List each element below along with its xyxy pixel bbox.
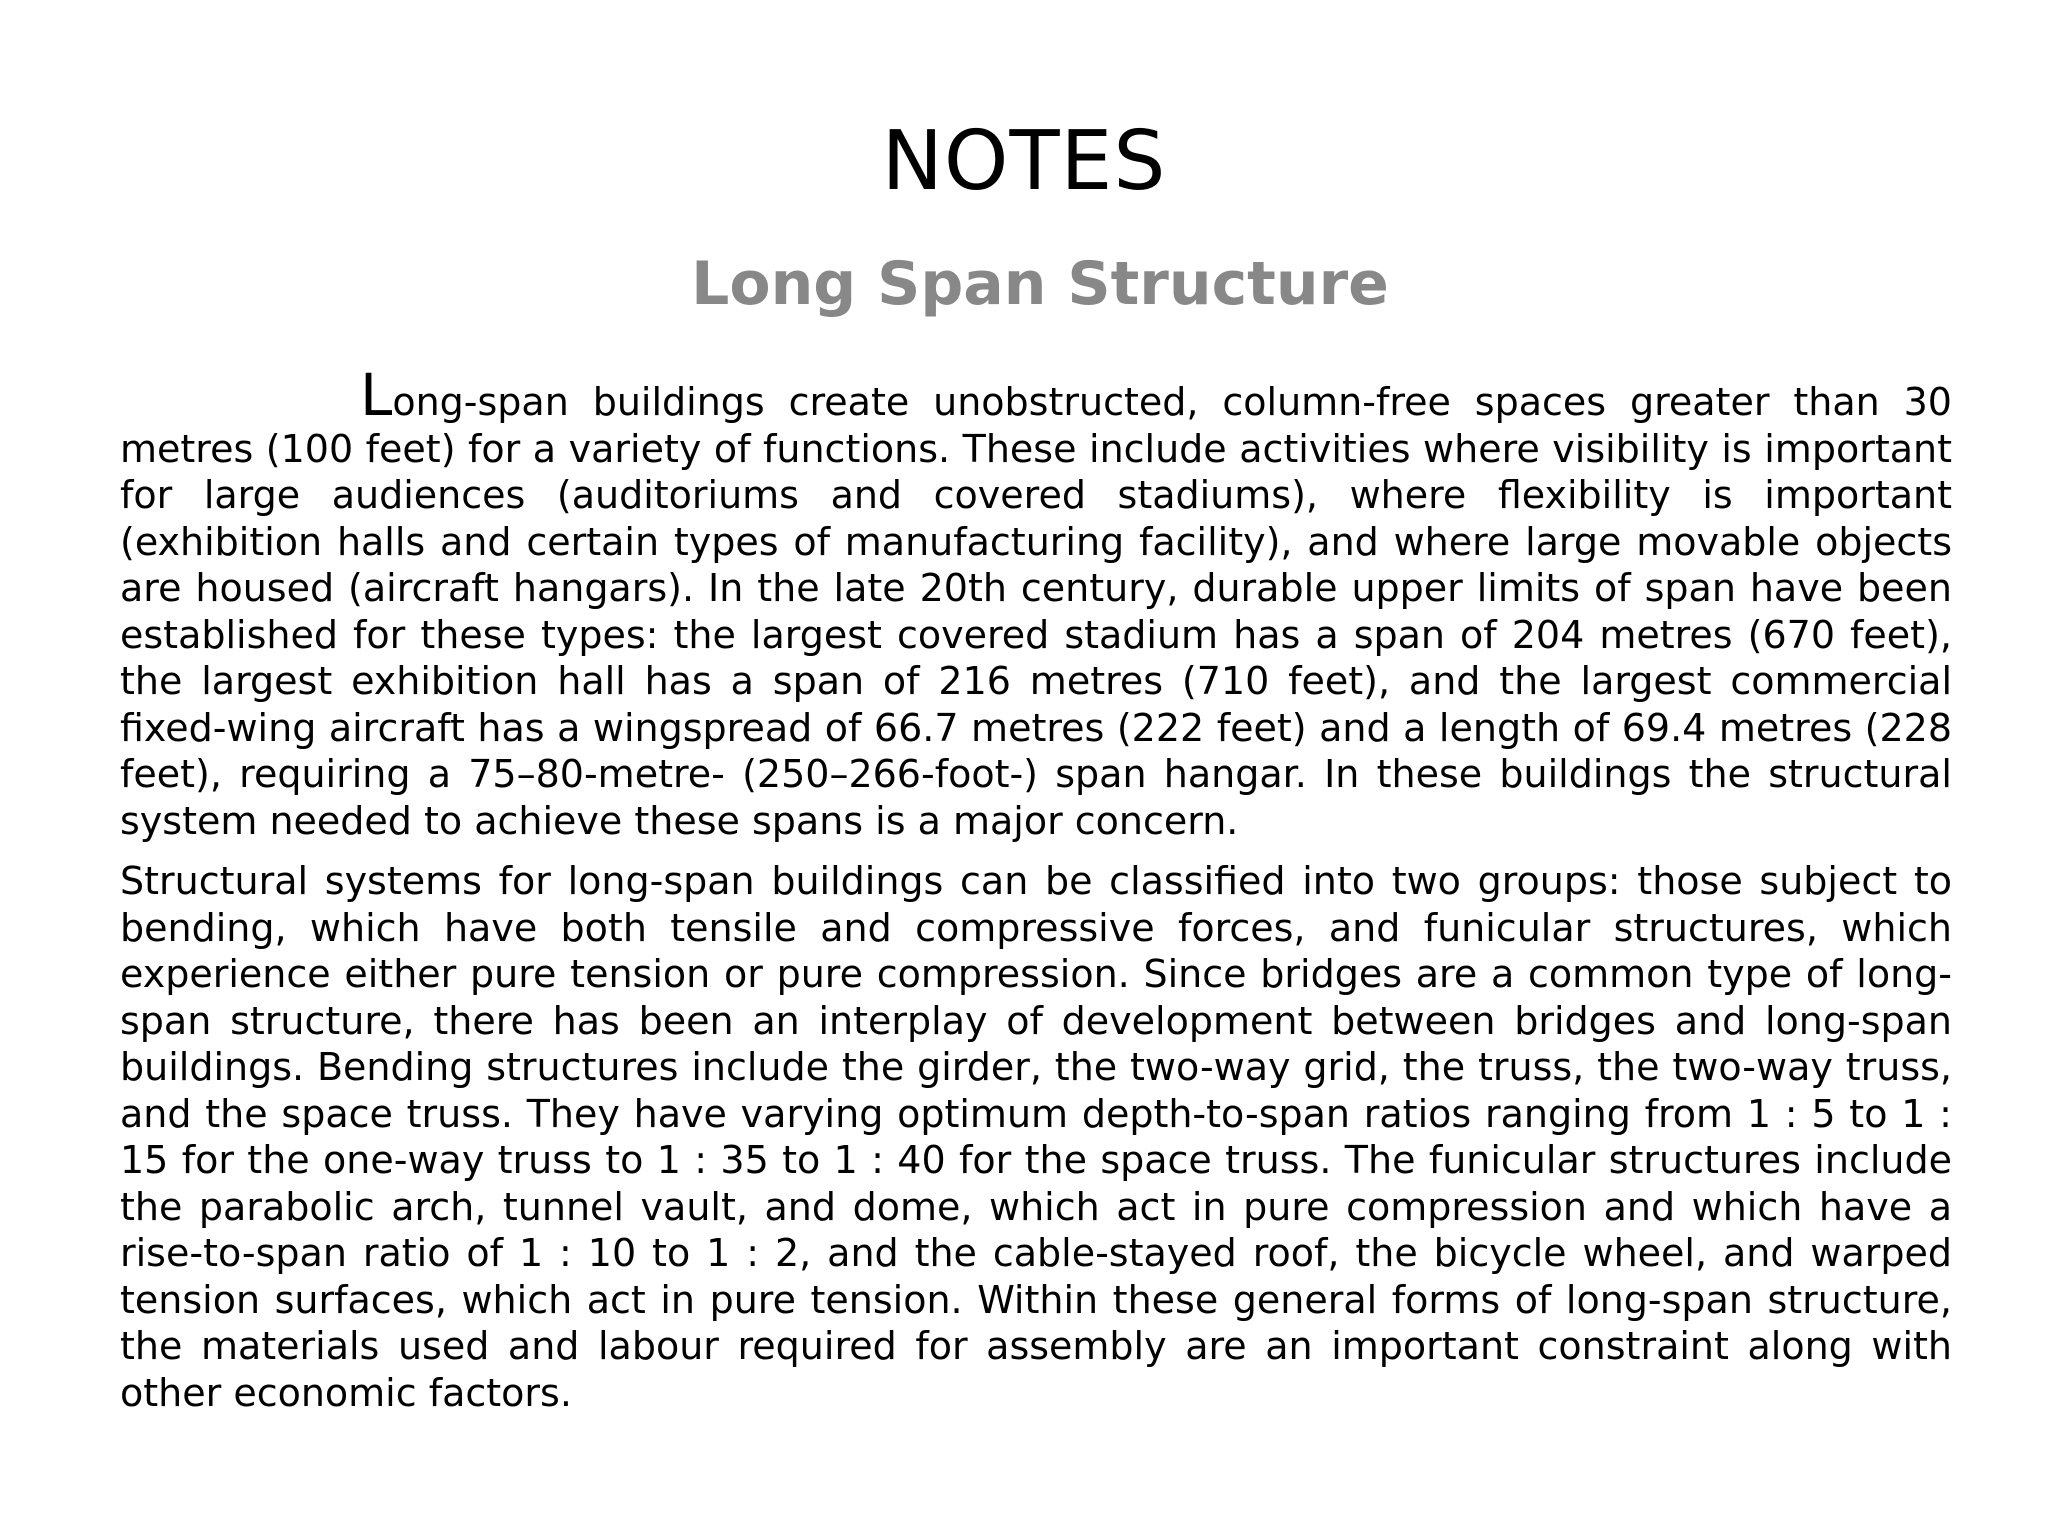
slide-body: [120, 361, 1952, 1416]
slide-title: NOTES: [881, 114, 1167, 209]
paragraph-1: [120, 361, 1952, 844]
paragraph-2: Structural systems for long-span buildings can be classified into two groups: those subject to bending, which have both tensile and compressive forces, and funicular structures, which experience either pure tension or pure compression. Since bridges are a common type of long-span structure, there has been an interplay of development between bridges and long-span buildings. Bending structures include the girder, the two-way grid, the truss, the two-way truss, and the space truss. They have varying optimum depth-to-span ratios ranging from 1 : 5 to 1 : 15 for the one-way truss to 1 : 35 to 1 : 40 for the space truss. The funicular structures include the parabolic arch, tunnel vault, and dome, which act in pure compression and which have a rise-to-span ratio of 1 : 10 to 1 : 2, and the cable-stayed roof, the bicycle wheel, and warped tension surfaces, which act in pure tension. Within these general forms of long-span structure, the materials used and labour required for assembly are an important constraint along with other economic factors.: [120, 859, 1952, 1415]
paragraph-1-text: ong-span buildings create unobstructed, column-free spaces greater than 30 metres (100 feet) for a variety of functions. These include activities where visibility is important for large audiences (auditoriums and covered stadiums), where flexibility is important (exhibition halls and certain types of manufacturing facility), and where large movable objects are housed (aircraft hangars). In the late 20th century, durable upper limits of span have been established for these types: the largest covered stadium has a span of 204 metres (670 feet), the largest exhibition hall has a span of 216 metres (710 feet), and the largest commercial fixed-wing aircraft has a wingspread of 66.7 metres (222 feet) and a length of 69.4 metres (228 feet), requiring a 75–80-metre- (250–266-foot-) span hangar. In these buildings the structural system needed to achieve these spans is a major concern.: [120, 380, 1952, 843]
paragraph-1-initial: L: [360, 361, 393, 429]
slide-subtitle: Long Span Structure: [691, 249, 1389, 319]
